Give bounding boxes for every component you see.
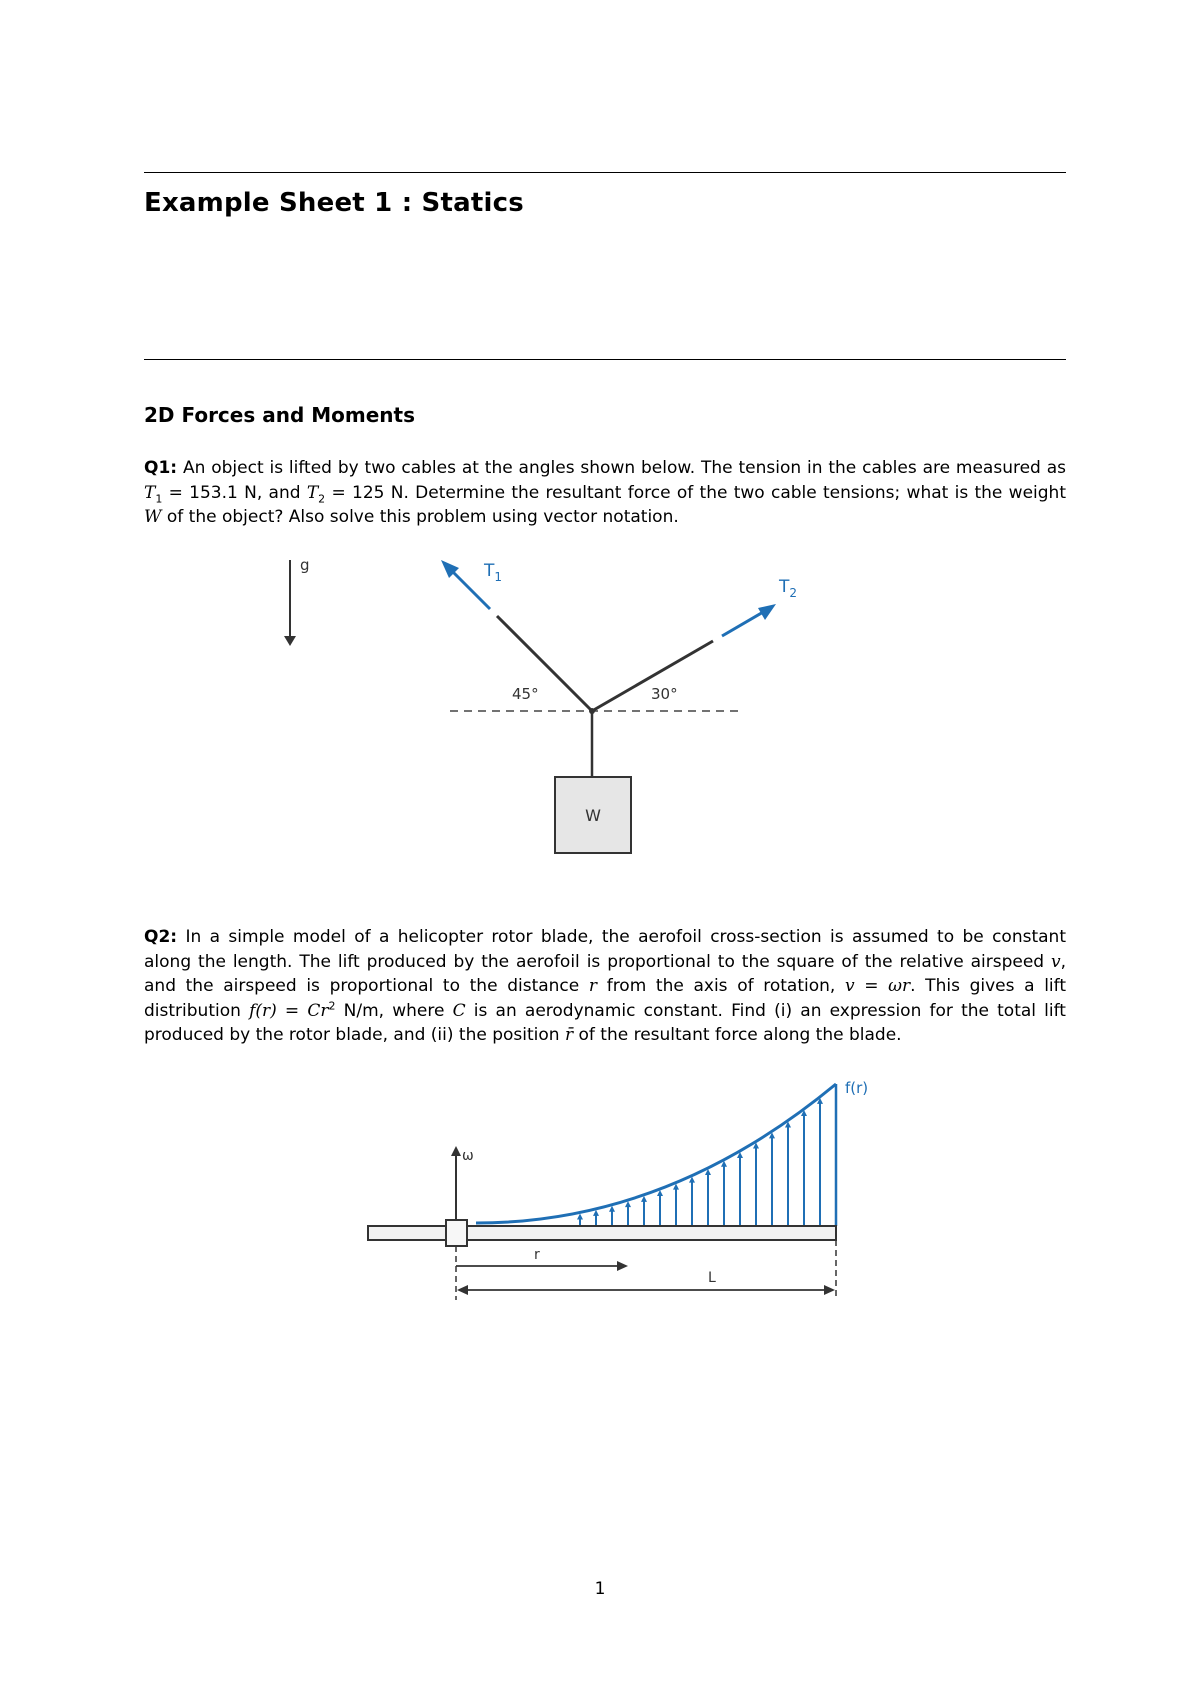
q2-rotor-blade-diagram <box>0 1060 1200 1320</box>
rotation-axis-arrowhead <box>451 1146 461 1156</box>
t2-label: $T_2$ <box>779 577 798 600</box>
r-dimension-label: r <box>534 1247 540 1263</box>
q1-text-a: An object is lifted by two cables at the angles shown below. The tension in the cables are measured as <box>177 458 1066 478</box>
rotor-hub <box>446 1220 467 1246</box>
top-rule <box>144 172 1066 173</box>
q2-rbar-symbol: r̄ <box>564 1025 574 1045</box>
q2-text-d: . This gives a lift distribution <box>144 976 1066 1021</box>
q1-t1-subscript: 1 <box>155 491 163 505</box>
omega-label: ω <box>462 1148 474 1164</box>
gravity-label: g <box>300 556 310 574</box>
q2-lift-equation: f(r) = Cr <box>249 1000 329 1021</box>
rotor-blade <box>466 1226 836 1240</box>
question-2 <box>144 925 1066 1048</box>
weight-label: W <box>585 806 601 825</box>
q1-t1-value: = 153.1 N, and <box>162 482 307 503</box>
l-dimension-arrowhead-right <box>824 1285 835 1295</box>
gravity-arrowhead <box>284 636 296 646</box>
q1-label: Q1: <box>144 458 178 478</box>
q1-t2-value: = 125 N. Determine the resultant force of the two cable tensions; what is the weight <box>325 482 1066 503</box>
q2-velocity-equation: v = ωr <box>844 976 911 996</box>
q1-t1-symbol: T <box>144 482 156 503</box>
t2-arrowhead <box>758 604 776 620</box>
q2-text-c: from the axis of rotation, <box>597 976 845 996</box>
q2-label: Q2: <box>144 927 178 947</box>
lift-distribution-label: f(r) <box>845 1079 869 1097</box>
q2-v-symbol: v <box>1050 951 1061 972</box>
q2-lift-exponent: 2 <box>328 998 336 1012</box>
angle-label-right: 30° <box>651 685 678 703</box>
title-bottom-rule <box>144 359 1066 360</box>
r-dimension-arrowhead <box>617 1261 628 1271</box>
q2-text-a: In a simple model of a helicopter rotor blade, the aerofoil cross-section is assumed to be constant along the length. The lift produced by the aerofoil is proportional to the square of the relative airspeed <box>144 927 1066 972</box>
angle-label-left: 45° <box>512 685 539 703</box>
q2-text-g: of the resultant force along the blade. <box>573 1025 902 1045</box>
q1-text-b: of the object? Also solve this problem using vector notation. <box>161 507 679 527</box>
q1-t2-subscript: 2 <box>318 491 326 505</box>
q1-w-symbol: W <box>144 507 162 527</box>
rotor-blade-stub <box>368 1226 446 1240</box>
page-title: Example Sheet 1 : Statics <box>144 188 524 218</box>
q2-c-symbol: C <box>452 1000 466 1021</box>
page-number: 1 <box>594 1579 606 1599</box>
lift-distribution-curve <box>476 1084 836 1223</box>
q2-r-symbol: r <box>588 976 598 996</box>
question-1 <box>144 456 1066 530</box>
lift-distribution-arrows <box>577 1098 823 1226</box>
cable-junction <box>589 708 595 714</box>
l-dimension-label: L <box>708 1270 716 1286</box>
section-title: 2D Forces and Moments <box>144 403 415 427</box>
t2-arrow <box>722 611 765 636</box>
l-dimension-arrowhead-left <box>457 1285 468 1295</box>
q2-text-f: is an aerodynamic constant. Find (i) an expression for the total lift produced by the rotor blade, and (ii) the position <box>144 1000 1066 1045</box>
t1-label: $T_1$ <box>484 561 503 584</box>
q2-text-e: N/m, where <box>335 1000 453 1021</box>
q1-t2-symbol: T <box>306 482 319 503</box>
q2-text-b: , and the airspeed is proportional to the distance <box>144 951 1066 996</box>
q1-cable-diagram <box>0 540 1200 860</box>
